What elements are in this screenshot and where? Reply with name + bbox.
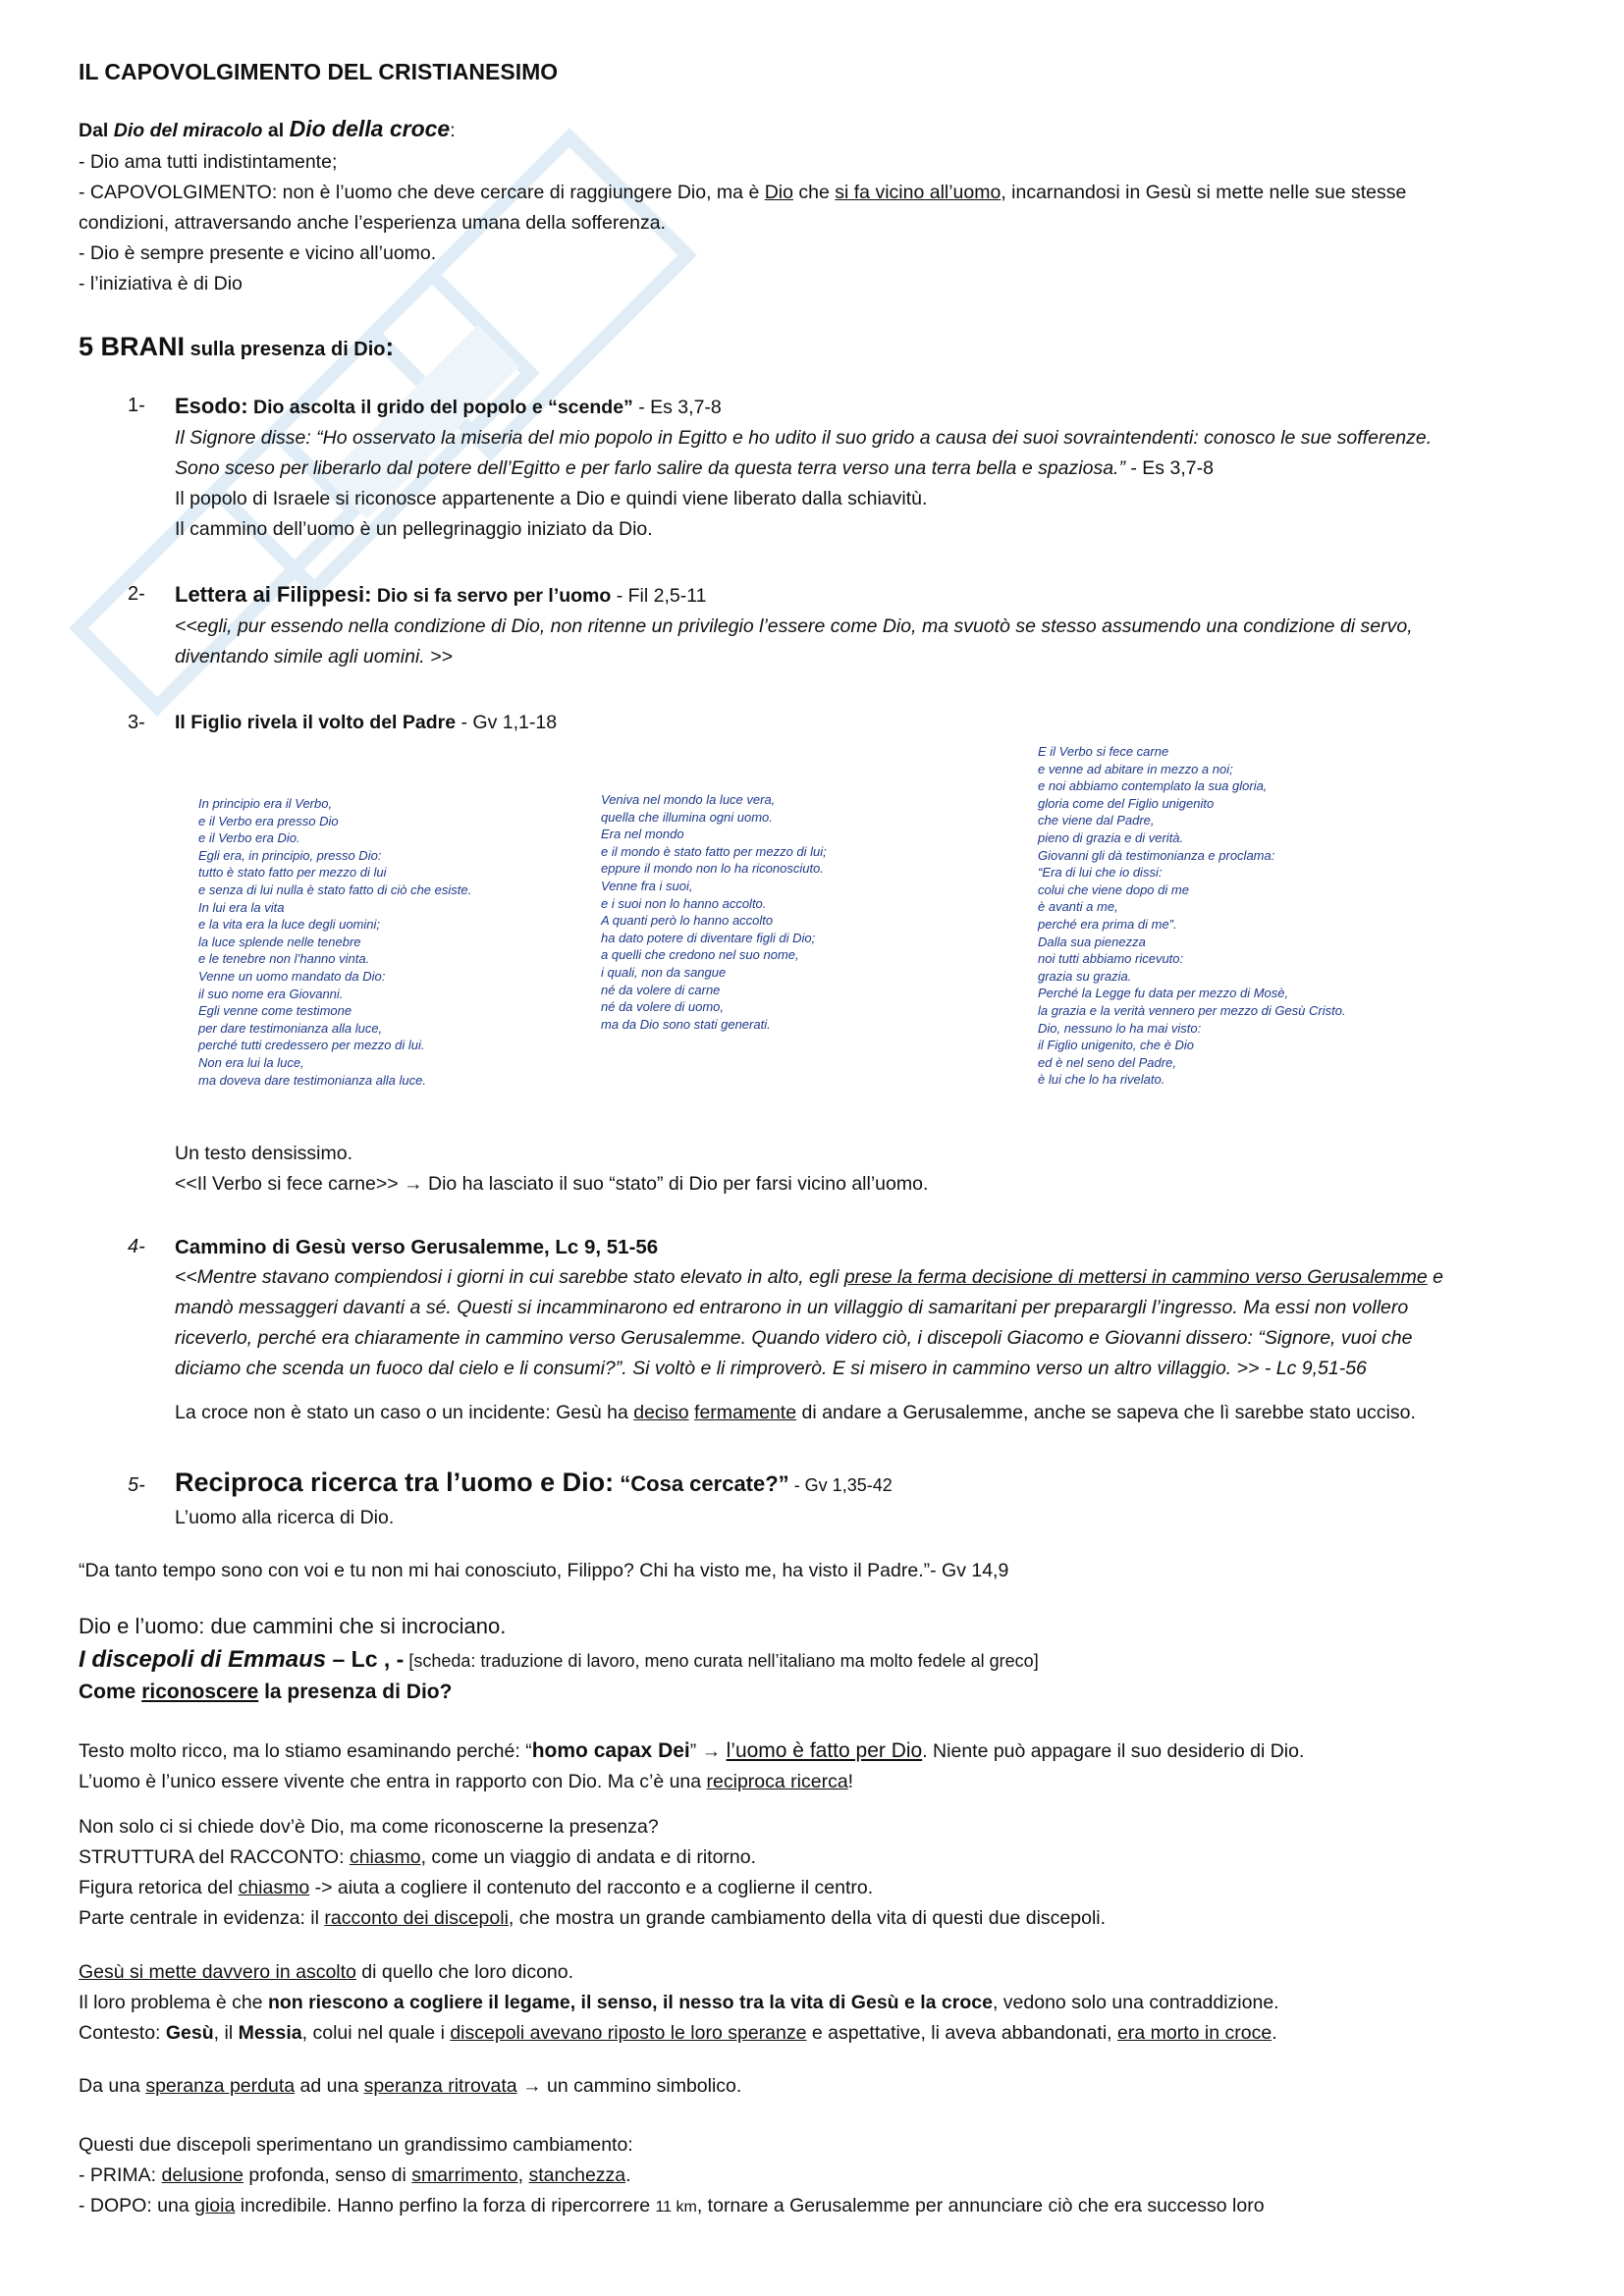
gospel-line: a quelli che credono nel suo nome, [601, 947, 799, 963]
gospel-line: tutto è stato fatto per mezzo di lui [198, 865, 387, 881]
gospel-line: e noi abbiamo contemplato la sua gloria, [1038, 778, 1268, 794]
arrow-right-icon: → [701, 1740, 722, 1762]
gospel-line: Era nel mondo [601, 827, 684, 842]
gospel-line: è lui che lo ha rivelato. [1038, 1072, 1165, 1088]
gospel-line: che viene dal Padre, [1038, 813, 1155, 828]
gospel-line: Giovanni gli dà testimonianza e proclama: [1038, 847, 1275, 863]
gospel-line: il Figlio unigenito, che è Dio [1038, 1038, 1194, 1053]
item-number: 5- [128, 1474, 145, 1496]
gospel-line: Egli venne come testimone [198, 1003, 352, 1019]
intro-heading: Dal Dio del miracolo al Dio della croce: [79, 116, 456, 141]
gospel-line: perché era prima di me”. [1038, 916, 1177, 932]
item-prologo-notes: Un testo densissimo. <<Il Verbo si fece carne>> → Dio ha lasciato il suo “stato” di Dio per farsi vicino all’uomo. [175, 1143, 929, 1195]
gospel-line: la luce splende nelle tenebre [198, 934, 361, 949]
gospel-line: Venne fra i suoi, [601, 878, 693, 893]
gospel-line: pieno di grazia e di verità. [1038, 829, 1184, 845]
page-title: IL CAPOVOLGIMENTO DEL CRISTIANESIMO [79, 59, 559, 84]
item-number: 2- [128, 583, 145, 605]
gospel-line: e senza di lui nulla è stato fatto di ciò che esiste. [198, 881, 472, 897]
gospel-line: e il Verbo era presso Dio [198, 813, 339, 828]
gospel-line: il suo nome era Giovanni. [198, 986, 344, 1001]
item-number: 3- [128, 712, 145, 733]
emmaus-body-1: Testo molto ricco, ma lo stiamo esaminando perché: “homo capax Dei” → l’uomo è fatto per Dio. Niente può appagare il suo desiderio di Dio. L’uomo è l’unico essere vivente che entra in rapporto con Dio. Ma c’è una reciproca ricerca! [79, 1739, 1305, 1792]
gospel-line: gloria come del Figlio unigenito [1038, 795, 1215, 811]
gospel-line: perché tutti credessero per mezzo di lui. [198, 1038, 425, 1053]
gospel-line: In principio era il Verbo, [198, 796, 333, 811]
gospel-line: ed è nel seno del Padre, [1038, 1054, 1176, 1070]
gospel-line: Non era lui la luce, [198, 1054, 304, 1070]
gospel-line: noi tutti abbiamo ricevuto: [1038, 951, 1184, 967]
gospel-line: e la vita era la luce degli uomini; [198, 917, 380, 933]
gospel-line: ma da Dio sono stati generati. [601, 1016, 771, 1032]
gospel-line: per dare testimonianza alla luce, [198, 1020, 383, 1036]
item-gerusalemme: Cammino di Gesù verso Gerusalemme, Lc 9, 51-56 <<Mentre stavano compiendosi i giorni in cui sarebbe stato elevato in alto, egli prese la ferma decisione di mettersi in cammino verso Gerusalemme e mandò messaggeri davanti a sé. Questi si incamminarono ed entrarono in un villaggio di samaritani per preparargli l’ingresso. Ma essi non vollero riceverlo, perché era chiaramente in cammino verso Gerusalemme. Quando videro ciò, i discepoli Giacomo e Giovanni dissero: “Signore, vuoi che diciamo che scenda un fuoco dal cielo e li consumi?”. Si voltò e li rimproverò. E si misero in cammino verso un altro villaggio. >> - Lc 9,51-56 La croce non è stato un caso o un incidente: Gesù ha deciso fermamente di andare a Gerusalemme, anche se sapeva che lì sarebbe stato ucciso. [175, 1236, 1443, 1423]
gospel-line: né da volere di uomo, [601, 999, 725, 1015]
gospel-line: Venne un uomo mandato da Dio: [198, 968, 386, 984]
gospel-line: ma doveva dare testimonianza alla luce. [198, 1072, 426, 1088]
gospel-line: “Era di lui che io dissi: [1038, 865, 1163, 881]
gospel-line: ha dato potere di diventare figli di Dio; [601, 930, 816, 945]
gospel-line: Egli era, in principio, presso Dio: [198, 847, 382, 863]
gospel-line: Veniva nel mondo la luce vera, [601, 792, 776, 807]
emmaus-body-2: Non solo ci si chiede dov’è Dio, ma come riconoscerne la presenza? STRUTTURA del RACCONTO: chiasmo, come un viaggio di andata e di ritorno. Figura retorica del chiasmo -> aiuta a cogliere il contenuto del racconto e a coglierne il centro. Parte centrale in evidenza: il racconto dei discepoli, che mostra un grande cambiamento della vita di questi due discepoli. [79, 1816, 1107, 1929]
gospel-line: A quanti però lo hanno accolto [601, 913, 774, 929]
gospel-line: E il Verbo si fece carne [1038, 744, 1169, 759]
gospel-line: eppure il mondo non lo ha riconosciuto. [601, 861, 824, 877]
item-reciproca: Reciproca ricerca tra l’uomo e Dio: “Cosa cercate?” - Gv 1,35-42 L’uomo alla ricerca di Dio. [175, 1468, 893, 1528]
gospel-line: Perché la Legge fu data per mezzo di Mosè, [1038, 986, 1289, 1001]
emmaus-body-3: Gesù si mette davvero in ascolto di quello che loro dicono. Il loro problema è che non riescono a cogliere il legame, il senso, il nesso tra la vita di Gesù e la croce, vedono solo una contraddizione. Contesto: Gesù, il Messia, colui nel quale i discepoli avevano riposto le loro speranze e aspettative, li aveva abbandonati, era morto in croce. [79, 1961, 1279, 2044]
item-filippesi: Lettera ai Filippesi: Dio si fa servo per l’uomo - Fil 2,5-11 <<egli, pur essendo nella condizione di Dio, non ritenne un privilegio l’essere come Dio, ma svuotò se stesso assumendo una condizione di servo, diventando simile agli uomini. >> [175, 582, 1413, 667]
gospel-line: né da volere di carne [601, 982, 721, 997]
arrow-right-icon: → [522, 2075, 542, 2097]
emmaus-body-5: Questi due discepoli sperimentano un grandissimo cambiamento: - PRIMA: delusione profonda, senso di smarrimento, stanchezza. - DOPO: una gioia incredibile. Hanno perfino la forza di ripercorrere 11 km, tornare a Gerusalemme per annunciare ciò che era successo loro [79, 2134, 1265, 2216]
gospel-line: è avanti a me, [1038, 899, 1118, 915]
gospel-line: In lui era la vita [198, 899, 285, 915]
brani-heading: 5 BRANI sulla presenza di Dio: [79, 332, 395, 361]
item-number: 4- [128, 1236, 145, 1257]
gospel-line: e il Verbo era Dio. [198, 830, 300, 846]
gospel-line: Dio, nessuno lo ha mai visto: [1038, 1020, 1202, 1036]
item-prologo: Il Figlio rivela il volto del Padre - Gv 1,1-18 [175, 712, 558, 733]
emmaus-section: Dio e l’uomo: due cammini che si incrociano. I discepoli di Emmaus – Lc , - [scheda: traduzione di lavoro, meno curata nell’italiano ma molto fedele al greco] Come riconoscere la presenza di Dio? [79, 1614, 1039, 1703]
gospel-column-2 [601, 791, 827, 1033]
gospel-line: la grazia e la verità vennero per mezzo di Gesù Cristo. [1038, 1002, 1346, 1018]
gospel-line: i quali, non da sangue [601, 964, 727, 980]
arrow-right-icon: → [404, 1173, 423, 1195]
gospel-line: e i suoi non lo hanno accolto. [601, 895, 767, 911]
gospel-line: grazia su grazia. [1038, 968, 1132, 984]
gospel-line: quella che illumina ogni uomo. [601, 809, 773, 825]
gospel-line: Dalla sua pienezza [1038, 934, 1146, 949]
item-number: 1- [128, 395, 145, 416]
intro-list: - Dio ama tutti indistintamente; - CAPOVOLGIMENTO: non è l’uomo che deve cercare di raggiungere Dio, ma è Dio che si fa vicino all’uomo, incarnandosi in Gesù si mette nelle sue stesse condizioni, attraversando anche l’esperienza umana della sofferenza. - Dio è sempre presente e vicino all’uomo. - l’iniziativa è di Dio [79, 151, 1407, 294]
quote-filippo: “Da tanto tempo sono con voi e tu non mi hai conosciuto, Filippo? Chi ha visto me, ha visto il Padre.”- Gv 14,9 [79, 1560, 1009, 1581]
gospel-line: colui che viene dopo di me [1038, 881, 1189, 897]
emmaus-body-4: Da una speranza perduta ad una speranza ritrovata → un cammino simbolico. [79, 2075, 742, 2097]
gospel-column-3 [1038, 743, 1346, 1089]
gospel-column-1 [198, 795, 471, 1089]
gospel-line: e le tenebre non l’hanno vinta. [198, 951, 370, 967]
gospel-line: e il mondo è stato fatto per mezzo di lui; [601, 843, 827, 859]
item-esodo: Esodo: Dio ascolta il grido del popolo e “scende” - Es 3,7-8 Il Signore disse: “Ho osservato la miseria del mio popolo in Egitto e ho udito il suo grido a causa dei suoi sovraintendenti: conosco le sue sofferenze. Sono sceso per liberarlo dal potere dell’Egitto e per farlo salire da questa terra verso una terra bella e spaziosa.” - Es 3,7-8 Il popolo di Israele si riconosce appartenente a Dio e quindi viene liberato dalla schiavitù. Il cammino dell’uomo è un pellegrinaggio iniziato da Dio. [175, 394, 1433, 540]
gospel-line: e venne ad abitare in mezzo a noi; [1038, 761, 1233, 776]
